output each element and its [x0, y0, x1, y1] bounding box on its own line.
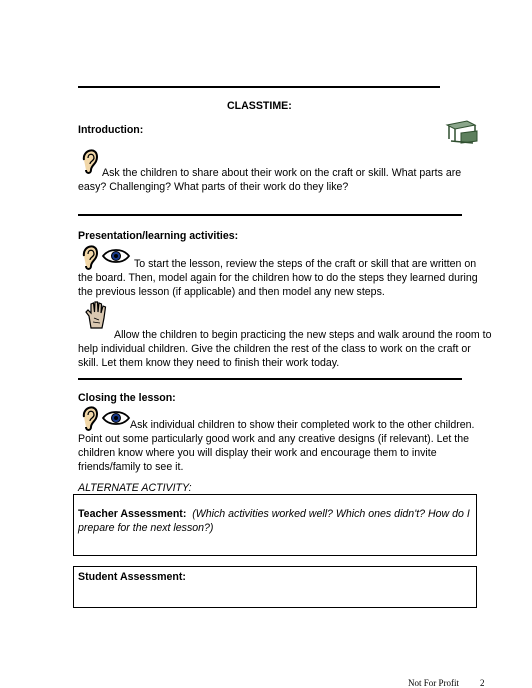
- alternate-activity: ALTERNATE ACTIVITY:: [78, 482, 192, 494]
- page-title: CLASSTIME:: [227, 100, 292, 112]
- presentation-p1-line-1: To start the lesson, review the steps of the craft or skill that are written on: [134, 258, 477, 270]
- eye-icon: [101, 248, 131, 269]
- closing-heading: Closing the lesson:: [78, 392, 176, 404]
- footer-text: Not For Profit: [408, 678, 460, 688]
- top-rule: [78, 86, 440, 88]
- teacher-assessment-line-2: prepare for the next lesson?): [78, 522, 214, 534]
- school-desk-icon: [445, 117, 479, 150]
- closing-line-4: friends/family to see it.: [78, 461, 184, 473]
- section-rule-1: [78, 214, 462, 216]
- section-rule-2: [78, 378, 462, 380]
- presentation-p2-line-3: skill. Let them know they need to finish their work today.: [78, 357, 340, 369]
- hand-icon: [84, 300, 110, 335]
- introduction-heading: Introduction:: [78, 124, 144, 136]
- presentation-p2-line-2: help individual children. Give the children the rest of the class to work on the craft or: [78, 343, 471, 355]
- student-assessment-label: Student Assessment:: [78, 571, 186, 583]
- teacher-assessment-prompt: (Which activities worked well? Which ones didn't? How do I: [192, 508, 470, 520]
- introduction-line-2: easy? Challenging? What parts of their work do they like?: [78, 181, 349, 193]
- presentation-p1-line-2: the board. Then, model again for the children how to do the steps they learned during: [78, 272, 478, 284]
- closing-line-1: Ask individual children to show their completed work to the other children.: [130, 419, 475, 431]
- page-number: 2: [480, 678, 485, 688]
- introduction-line-1: Ask the children to share about their work on the craft or skill. What parts are: [102, 167, 462, 179]
- teacher-assessment-label: Teacher Assessment:: [78, 508, 187, 520]
- presentation-p2-line-1: Allow the children to begin practicing the new steps and walk around the room to: [114, 329, 492, 341]
- eye-icon: [101, 410, 131, 431]
- closing-line-2: Point out some particularly good work and any creative designs (if relevant). Let the: [78, 433, 469, 445]
- teacher-assessment-line-1: [78, 507, 470, 522]
- ear-icon: [80, 146, 100, 181]
- presentation-p1-line-3: the previous lesson (if applicable) and then model any new steps.: [78, 286, 385, 298]
- closing-line-3: children know where you will display their work and encourage them to invite: [78, 447, 437, 459]
- presentation-heading: Presentation/learning activities:: [78, 230, 239, 242]
